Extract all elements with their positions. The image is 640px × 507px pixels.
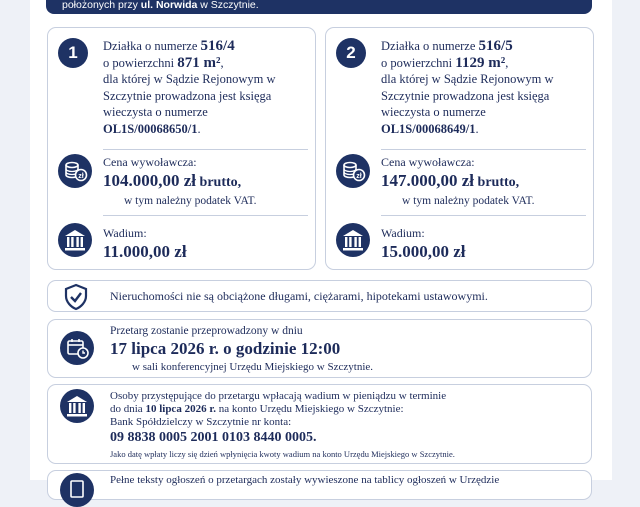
plot-line2-post: , [505,55,509,70]
bank-icon [60,389,94,423]
price-value [103,171,241,191]
document-icon [60,473,94,507]
vat-note: w tym należny podatek VAT. [124,195,257,207]
price-amount: 104.000,00 zł [103,171,197,190]
notice-strip [47,470,592,500]
deposit-info-line2-post: na konto Urzędu Miejskiego w Szczytnie: [215,403,404,415]
plot-number-badge: 2 [336,38,366,68]
bank-account-number: 09 8838 0005 2001 0103 8440 0005. [110,430,317,445]
deposit-value: 11.000,00 zł [103,242,187,261]
land-register-number: OL1S/00068649/1 [381,121,476,136]
price-suffix: brutto, [474,175,520,190]
plot-card-2 [325,27,594,270]
deposit-value: 15.000,00 zł [381,242,466,261]
deposit-label: Wadium: [103,226,147,240]
deposit-deadline: 10 lipca 2026 r. [145,403,216,415]
divider [381,149,586,150]
coins-icon [336,154,370,188]
parcel-number: 516/5 [478,38,513,54]
auction-intro: Przetarg zostanie przeprowadzony w dniu [110,325,303,337]
kw-post: . [197,121,201,136]
plot-line2: o powierzchni [103,55,178,70]
plot-register-desc: dla której w Sądzie Rejonowym w Szczytnie prowadzona jest księga wieczysta o numerze [381,72,554,119]
plot-line1: Działka o numerze [103,39,201,53]
bank-icon [58,223,92,257]
deposit-info-line1: Osoby przystępujące do przetargu wpłacają wadium w pieniądzu w terminie [110,390,447,402]
auction-datetime: 17 lipca 2026 r. o godzinie 12:00 [110,339,341,358]
deposit-info-strip [47,384,592,464]
divider [103,149,308,150]
price-amount: 147.000,00 zł [381,171,475,190]
plot-line2-post: , [220,55,224,70]
plot-line2: o powierzchni [381,55,456,70]
price-label: Cena wywoławcza: [103,155,197,169]
deposit-note: Jako datę wpłaty liczy się dzień wpłynięcia kwoty wadium na konto Urzędu Miejskiego w Szczytnie. [110,449,455,459]
land-register-number: OL1S/00068650/1 [103,121,198,136]
parcel-number: 516/4 [200,38,235,54]
plot-card-1 [47,27,316,270]
auction-venue: w sali konferencyjnej Urzędu Miejskiego w Szczytnie. [132,361,374,373]
deposit-info-line2 [110,403,404,415]
deposit-info-line3: Bank Spółdzielczy w Szczytnie nr konta: [110,416,292,428]
plot-area: 1129 m² [455,54,506,71]
price-value [381,171,519,191]
divider [381,215,586,216]
divider [103,215,308,216]
auction-date-strip [47,319,592,378]
plot-description [103,38,313,137]
banner-text-pre: położonych przy [62,0,141,11]
notice-text: Pełne teksty ogłoszeń o przetargach zostały wywieszone na tablicy ogłoszeń w Urzędzie [110,474,500,486]
coins-icon [58,154,92,188]
vat-note: w tym należny podatek VAT. [402,195,535,207]
plot-number-badge: 1 [58,38,88,68]
plot-description [381,38,591,137]
banner-street: ul. Norwida [140,0,198,11]
top-banner [46,0,592,14]
bank-icon [336,223,370,257]
plot-area: 871 m² [177,54,221,71]
banner-text-post: w Szczytnie. [197,0,259,11]
burden-text: Nieruchomości nie są obciążone długami, ciężarami, hipotekami ustawowymi. [110,289,488,303]
deposit-info-line2-pre: do dnia [110,403,146,415]
deposit-label: Wadium: [381,226,425,240]
price-suffix: brutto, [196,175,242,190]
shield-check-icon [60,281,92,313]
announcement-page [30,0,612,486]
kw-post: . [475,121,479,136]
svg-text:zł: zł [78,173,84,180]
price-label: Cena wywoławcza: [381,155,475,169]
plot-register-desc: dla której w Sądzie Rejonowym w Szczytnie prowadzona jest księga wieczysta o numerze [103,72,276,119]
plot-line1: Działka o numerze [381,39,479,53]
calendar-clock-icon [60,331,94,365]
svg-text:zł: zł [356,173,362,180]
burden-strip [47,280,592,312]
